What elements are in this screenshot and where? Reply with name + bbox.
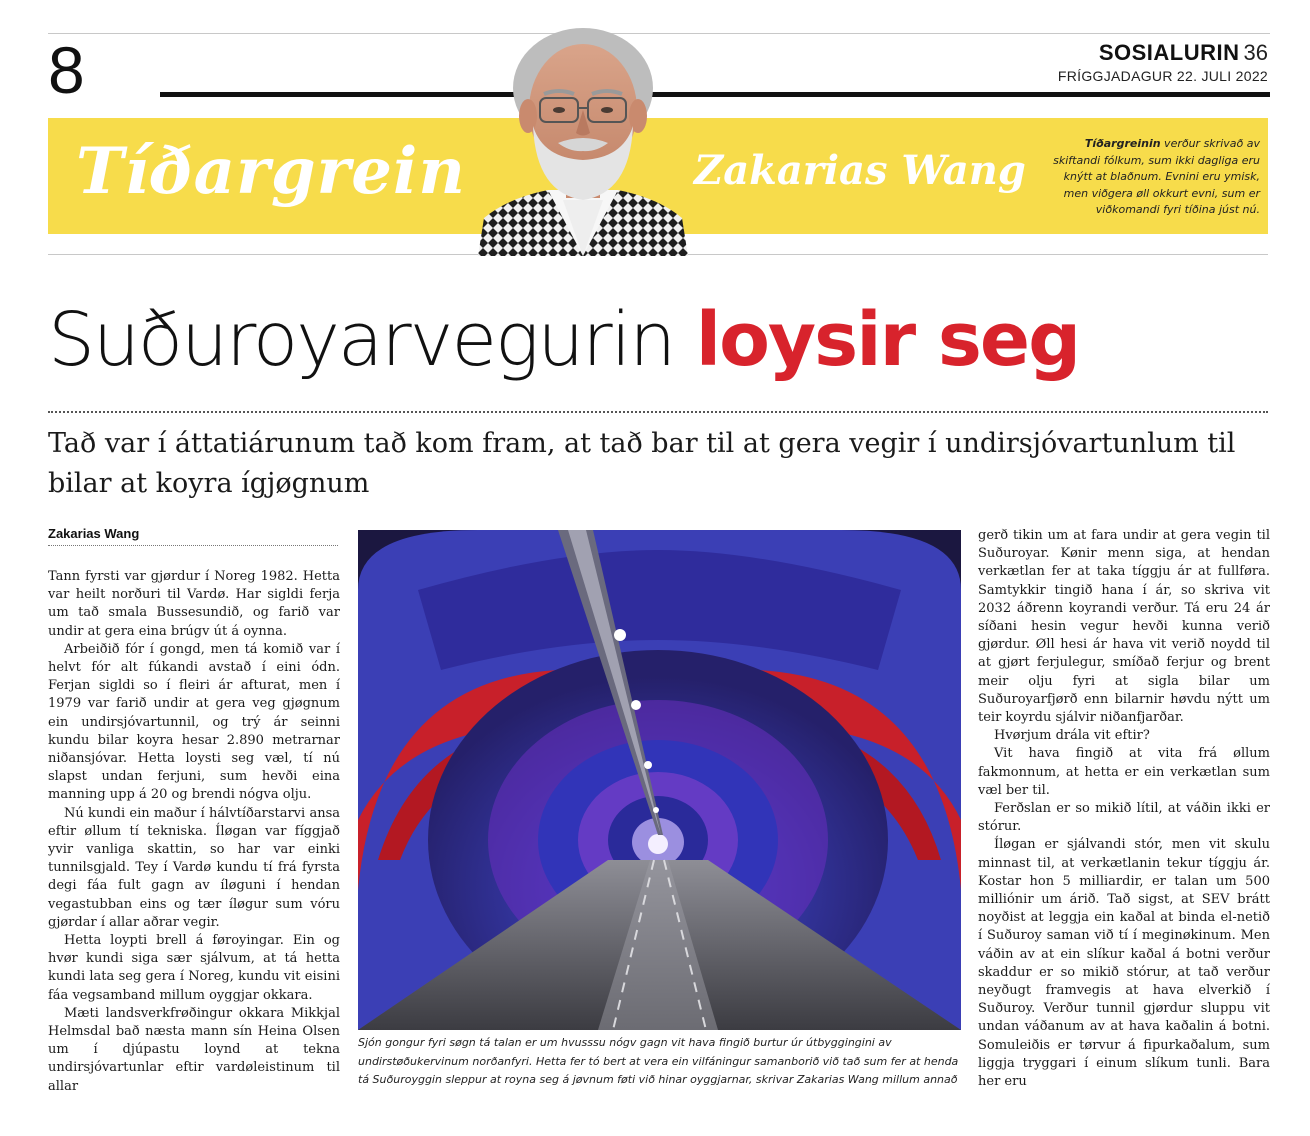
article-column-3: [978, 527, 1270, 1091]
byline-rule: [48, 545, 338, 546]
paragraph: Hetta loypti brell á føroyingar. Ein og hvør kundi siga sær sjálvum, at tá hetta kundi lata seg gera í Noreg, kundu vit eisini fáa vegsamband millum oyggjar okkara.: [48, 933, 340, 1003]
paper-name: SOSIALURIN: [1098, 40, 1240, 65]
section-note-bold: Tíðargreinin: [1084, 137, 1161, 150]
paragraph: Vit hava fingið at vita frá øllum fakmonnum, at hetta er ein verkætlan sum væl ber til.: [978, 746, 1270, 798]
paragraph: gerð tikin um at fara undir at gera vegin til Suðuroyar. Kønir menn siga, at hendan verkætlan fer at taka tíggju ár at fullføra. Samtykkir tingið hana í ár, so skriva vit 2032 áðrenn koyrandi verður. Tá eru 24 ár síðani hesin vegur hevði kunna verið gjørdur. Øll hesi ár hava vit verið noydd til at gjørt ferjulegur, smíðað ferjur og brent meir olju fyri at sigla bilar um Suðuroyarfjørð enn bilarnir høvdu nýtt um teir koyrdu sjálvir niðanfjarðar.: [978, 528, 1270, 726]
section-note-text: verður skrivað av skiftandi fólkum, sum ikki dagliga eru knýtt at blaðnum. Evnini eru ymisk, men viðgera øll okkurt evni, sum er viðkomandi fyri tíðina júst nú.: [1053, 137, 1260, 216]
page-number: 8: [48, 33, 85, 107]
author-portrait: [478, 18, 688, 256]
photo-caption: Sjón gongur fyri søgn tá talan er um hvusssu nógv gagn vit hava fingið burtur úr útbyggingini av undirstøðukervinum norðanfyri. Hetta fer tó bert at vera ein vilfáningur samanborið við tað sum fer at henda tá Suðuroyggin sleppur at royna seg á jøvnum føti við hinar oyggjarnar, skrivar Zakarias Wang millum annað: [358, 1036, 959, 1086]
publication-date: FRÍGGJADAGUR 22. JULI 2022: [1057, 68, 1268, 84]
column-author: Zakarias Wang: [694, 147, 1026, 194]
tunnel-photo: [358, 530, 961, 1030]
paragraph: Hvørjum drála vit eftir?: [994, 728, 1150, 744]
headline-accent: loysir seg: [695, 297, 1080, 383]
paragraph: Nú kundi ein maður í hálvtíðarstarvi ansa eftir øllum tí tekniska. Íløgan var fíggjað yvir vanliga skattin, so har var einki tunnilsgjald. Tey í Vardø kundu tí frá fyrsta degi fáa fult gagn av íløguni í hendan vegastubban eins og tær íløgur sum vóru gjørdar í allar aðrar vegir.: [48, 805, 340, 930]
subheadline: Tað var í áttatiárunum tað kom fram, at tað bar til at gera vegir í undirsjóvartunlum til bilar at koyra ígjøgnum: [48, 428, 1236, 499]
headline-rule: [48, 411, 1268, 413]
paragraph: Mæti landsverkfrøðingur okkara Mikkjal Helmsdal bað næsta mann sín Heina Olsen um í djúpastu loynd at tekna undirsjóvartunlar eftir vardøleistinum til allar: [48, 1005, 340, 1094]
masthead: [1058, 40, 1268, 84]
headline: [48, 290, 1079, 390]
article-column-1: [48, 568, 340, 1096]
headline-main: Suðuroyarvegurin: [48, 297, 696, 383]
paragraph: Íløgan er sjálvandi stór, men vit skulu minnast til, at verkætlanin tekur tíggju ár. Kostar hon 5 milliardir, er talan um 500 milliónir um árið. Tað sigst, at SEV brátt noyðist at leggja ein kaðal at binda el-netið í Suðuroy saman við tí í meginøkinum. Men váðin av at ein slíkur kaðal á botni verður skaddur er so mikið stórur, at tað verður neyðugt framvegis at hava elverkið í Suðuroy. Verður tunnil gjørdur sluppu vit undan váðanum av at hava kaðalin á botni. Somuleiðis er tørvur á fipurkaðalum, sum liggja tryggari í einum slíkum tunli. Bara her eru: [978, 837, 1270, 1090]
paragraph: Arbeiðið fór í gongd, men tá komið var í helvt fór alt fúkandi avstað í eini ódn. Ferjan sigldi so í fleiri ár afturat, men í 1979 var farið undir at gera veg gjøgnum ein undirsjóvartunnil, og trý ár seinni kundu bilar koyra hesar 2.890 metrarnar niðansjóvar. Hetta loysti seg væl, tí nú slapst undan ferjuni, sum hevði eina manning upp á 20 og brendi nógva olju.: [48, 641, 340, 803]
section-note: [1050, 136, 1260, 219]
paragraph: Ferðslan er so mikið lítil, at váðin ikki er stórur.: [978, 801, 1270, 835]
header-rule: [160, 92, 1270, 97]
section-title: Tíðargrein: [76, 134, 466, 209]
byline: Zakarias Wang: [48, 526, 140, 541]
paragraph: Tann fyrsti var gjørdur í Noreg 1982. Hetta var heilt norðuri til Vardø. Har sigldi ferja um tað smala Bussesundið, og farið var undir at gera eina brúgv út á oynna.: [48, 569, 340, 639]
issue-number: 36: [1243, 40, 1268, 65]
